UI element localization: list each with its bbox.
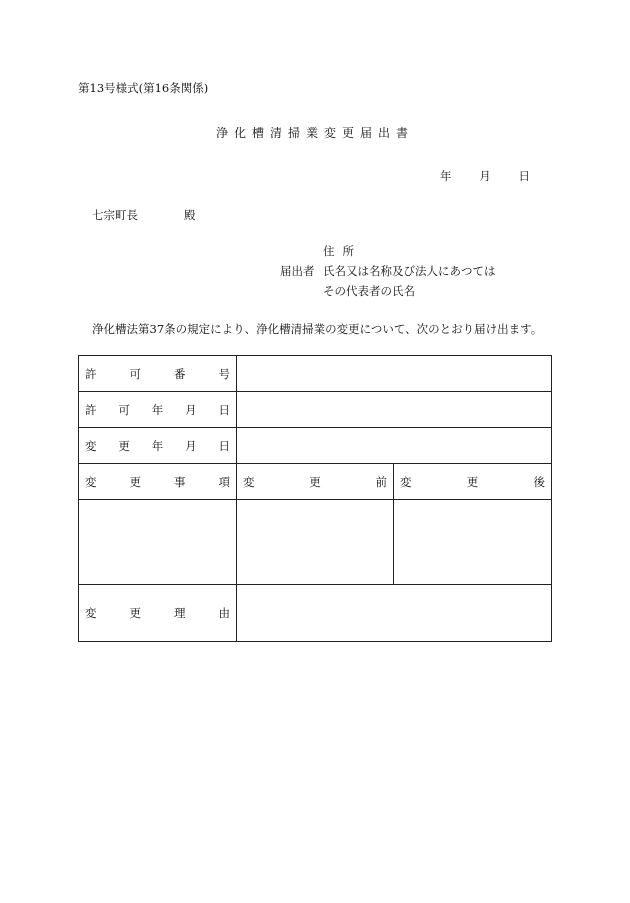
label-char: 年 (151, 402, 164, 417)
label-char: 変 (85, 606, 97, 620)
month-label: 月 (479, 169, 491, 183)
form-number: 第13号様式(第16条関係) (78, 81, 209, 95)
label-char: 理 (174, 606, 186, 620)
change-notification-table (78, 355, 552, 642)
label-char: 前 (375, 474, 387, 489)
permit-date-field[interactable] (237, 392, 552, 428)
statement-text: 浄化槽法第37条の規定により、浄化槽清掃業の変更について、次のとおり届け出ます。 (92, 322, 543, 336)
label-char: 変 (85, 474, 97, 489)
change-date-field[interactable] (237, 428, 552, 464)
label-char: 更 (129, 474, 141, 489)
label-char: 日 (218, 438, 230, 453)
label-char: 月 (185, 438, 197, 453)
addressee-honorific: 殿 (184, 208, 196, 222)
addressee (92, 207, 196, 223)
label-char: 更 (466, 474, 479, 489)
row-change-content (79, 500, 552, 585)
document-title: 浄化槽清掃業変更届出書 (215, 126, 414, 140)
day-label: 日 (518, 169, 530, 183)
applicant-label: 届出者 (280, 264, 315, 278)
before-change-field[interactable] (237, 500, 394, 585)
after-change-field[interactable] (394, 500, 552, 585)
label-char: 由 (218, 606, 230, 620)
label-char: 可 (118, 402, 130, 417)
permit-number-label (79, 356, 237, 392)
label-char: 日 (218, 402, 230, 417)
row-permit-date (79, 392, 552, 428)
label-char: 月 (185, 402, 197, 417)
applicant-representative-label: その代表者の氏名 (323, 284, 415, 298)
label-char: 更 (129, 606, 141, 620)
row-change-reason (79, 585, 552, 642)
before-change-label (237, 464, 394, 500)
label-char: 号 (218, 366, 230, 381)
change-reason-field[interactable] (237, 585, 552, 642)
label-char: 項 (218, 474, 230, 489)
row-permit-number (79, 356, 552, 392)
applicant-address-label: 住所 (323, 244, 362, 258)
label-char: 事 (174, 474, 186, 489)
label-char: 変 (400, 474, 412, 489)
after-change-label (394, 464, 552, 500)
change-date-label (79, 428, 237, 464)
year-label: 年 (440, 169, 452, 183)
applicant-name-label: 氏名又は名称及び法人にあつては (323, 264, 496, 278)
change-item-label (79, 464, 237, 500)
label-char: 変 (85, 438, 97, 453)
label-char: 変 (243, 474, 255, 489)
label-char: 許 (85, 366, 97, 381)
change-reason-label (79, 585, 237, 642)
row-change-headers (79, 464, 552, 500)
row-change-date (79, 428, 552, 464)
label-char: 更 (118, 438, 130, 453)
date-line (440, 168, 530, 184)
label-char: 更 (309, 474, 321, 489)
label-char: 可 (129, 366, 141, 381)
label-char: 番 (174, 366, 186, 381)
addressee-name: 七宗町長 (92, 208, 138, 222)
permit-date-label (79, 392, 237, 428)
change-item-field[interactable] (79, 500, 237, 585)
label-char: 年 (151, 438, 164, 453)
label-char: 許 (85, 402, 97, 417)
permit-number-field[interactable] (237, 356, 552, 392)
label-char: 後 (533, 474, 545, 489)
